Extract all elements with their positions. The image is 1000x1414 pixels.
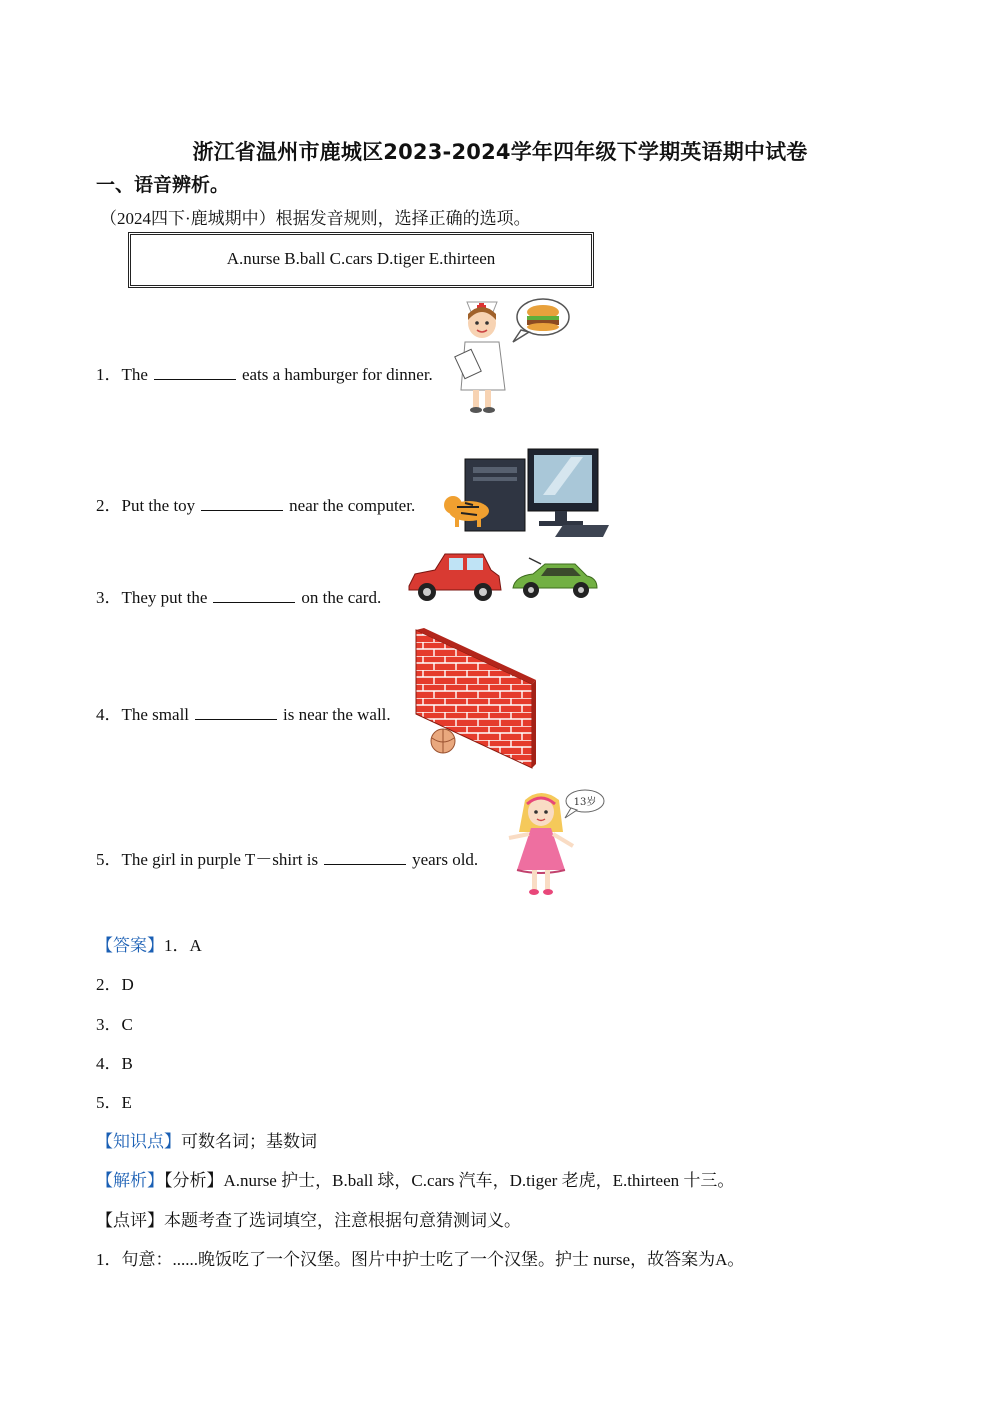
answer-tag: 【答案】 bbox=[96, 936, 164, 955]
answer-4: 4．B bbox=[96, 1054, 133, 1073]
question-5 bbox=[96, 845, 478, 870]
cars-illustration bbox=[405, 548, 600, 606]
answer-blank[interactable] bbox=[213, 588, 295, 603]
question-text-after: on the card. bbox=[301, 588, 382, 607]
question-text-before: The small bbox=[121, 705, 190, 724]
instruction: （2024四下·鹿城期中）根据发音规则，选择正确的选项。 bbox=[100, 209, 531, 228]
question-1 bbox=[96, 360, 433, 385]
answer-3: 3．C bbox=[96, 1015, 133, 1034]
answer-blank[interactable] bbox=[154, 365, 236, 380]
analysis bbox=[96, 1166, 734, 1191]
question-text-before: The bbox=[121, 365, 148, 384]
question-number: 3． bbox=[96, 588, 122, 607]
section-heading: 一、语音辨析。 bbox=[96, 174, 230, 196]
explanation-1: 1．句意：......晚饭吃了一个汉堡。图片中护士吃了一个汉堡。护士 nurse，故答案为A。 bbox=[96, 1250, 745, 1269]
word-box: A.nurse B.ball C.cars D.tiger E.thirteen bbox=[128, 232, 594, 288]
question-text-after: near the computer. bbox=[289, 496, 416, 515]
question-text-before: The girl in purple T－shirt is bbox=[121, 850, 319, 869]
question-2 bbox=[96, 491, 415, 516]
computer-tiger-illustration bbox=[443, 445, 613, 540]
answer-value: 1．A bbox=[164, 936, 202, 955]
analysis-tag: 【解析】 bbox=[96, 1171, 164, 1190]
question-text-before: They put the bbox=[121, 588, 208, 607]
answer-blank[interactable] bbox=[201, 496, 283, 511]
analysis-text: 【分析】A.nurse 护士，B.ball 球，C.cars 汽车，D.tiger 老虎，E.thirteen 十三。 bbox=[164, 1171, 735, 1190]
question-number: 4． bbox=[96, 705, 122, 724]
nurse-illustration bbox=[455, 290, 570, 420]
question-text-before: Put the toy bbox=[121, 496, 196, 515]
question-3 bbox=[96, 583, 381, 608]
question-4 bbox=[96, 700, 391, 725]
age-bubble-text: 13岁 bbox=[573, 797, 597, 808]
comment: 【点评】本题考查了选词填空，注意根据句意猜测词义。 bbox=[96, 1211, 521, 1230]
question-text-after: eats a hamburger for dinner. bbox=[241, 365, 433, 384]
question-number: 2． bbox=[96, 496, 122, 515]
question-number: 1． bbox=[96, 365, 122, 384]
answer-blank[interactable] bbox=[195, 705, 277, 720]
knowledge-points bbox=[96, 1127, 317, 1152]
knowledge-tag: 【知识点】 bbox=[96, 1132, 181, 1151]
answer-5: 5．E bbox=[96, 1093, 132, 1112]
question-text-after: is near the wall. bbox=[283, 705, 391, 724]
girl-illustration bbox=[505, 788, 607, 903]
answer-blank[interactable] bbox=[324, 850, 406, 865]
answer-1 bbox=[96, 931, 202, 956]
page-title: 浙江省温州市鹿城区2023-2024学年四年级下学期英语期中试卷 bbox=[192, 140, 808, 164]
question-number: 5． bbox=[96, 850, 122, 869]
answer-2: 2．D bbox=[96, 975, 134, 994]
knowledge-text: 可数名词；基数词 bbox=[181, 1132, 317, 1151]
wall-ball-illustration bbox=[412, 628, 540, 770]
question-text-after: years old. bbox=[412, 850, 479, 869]
